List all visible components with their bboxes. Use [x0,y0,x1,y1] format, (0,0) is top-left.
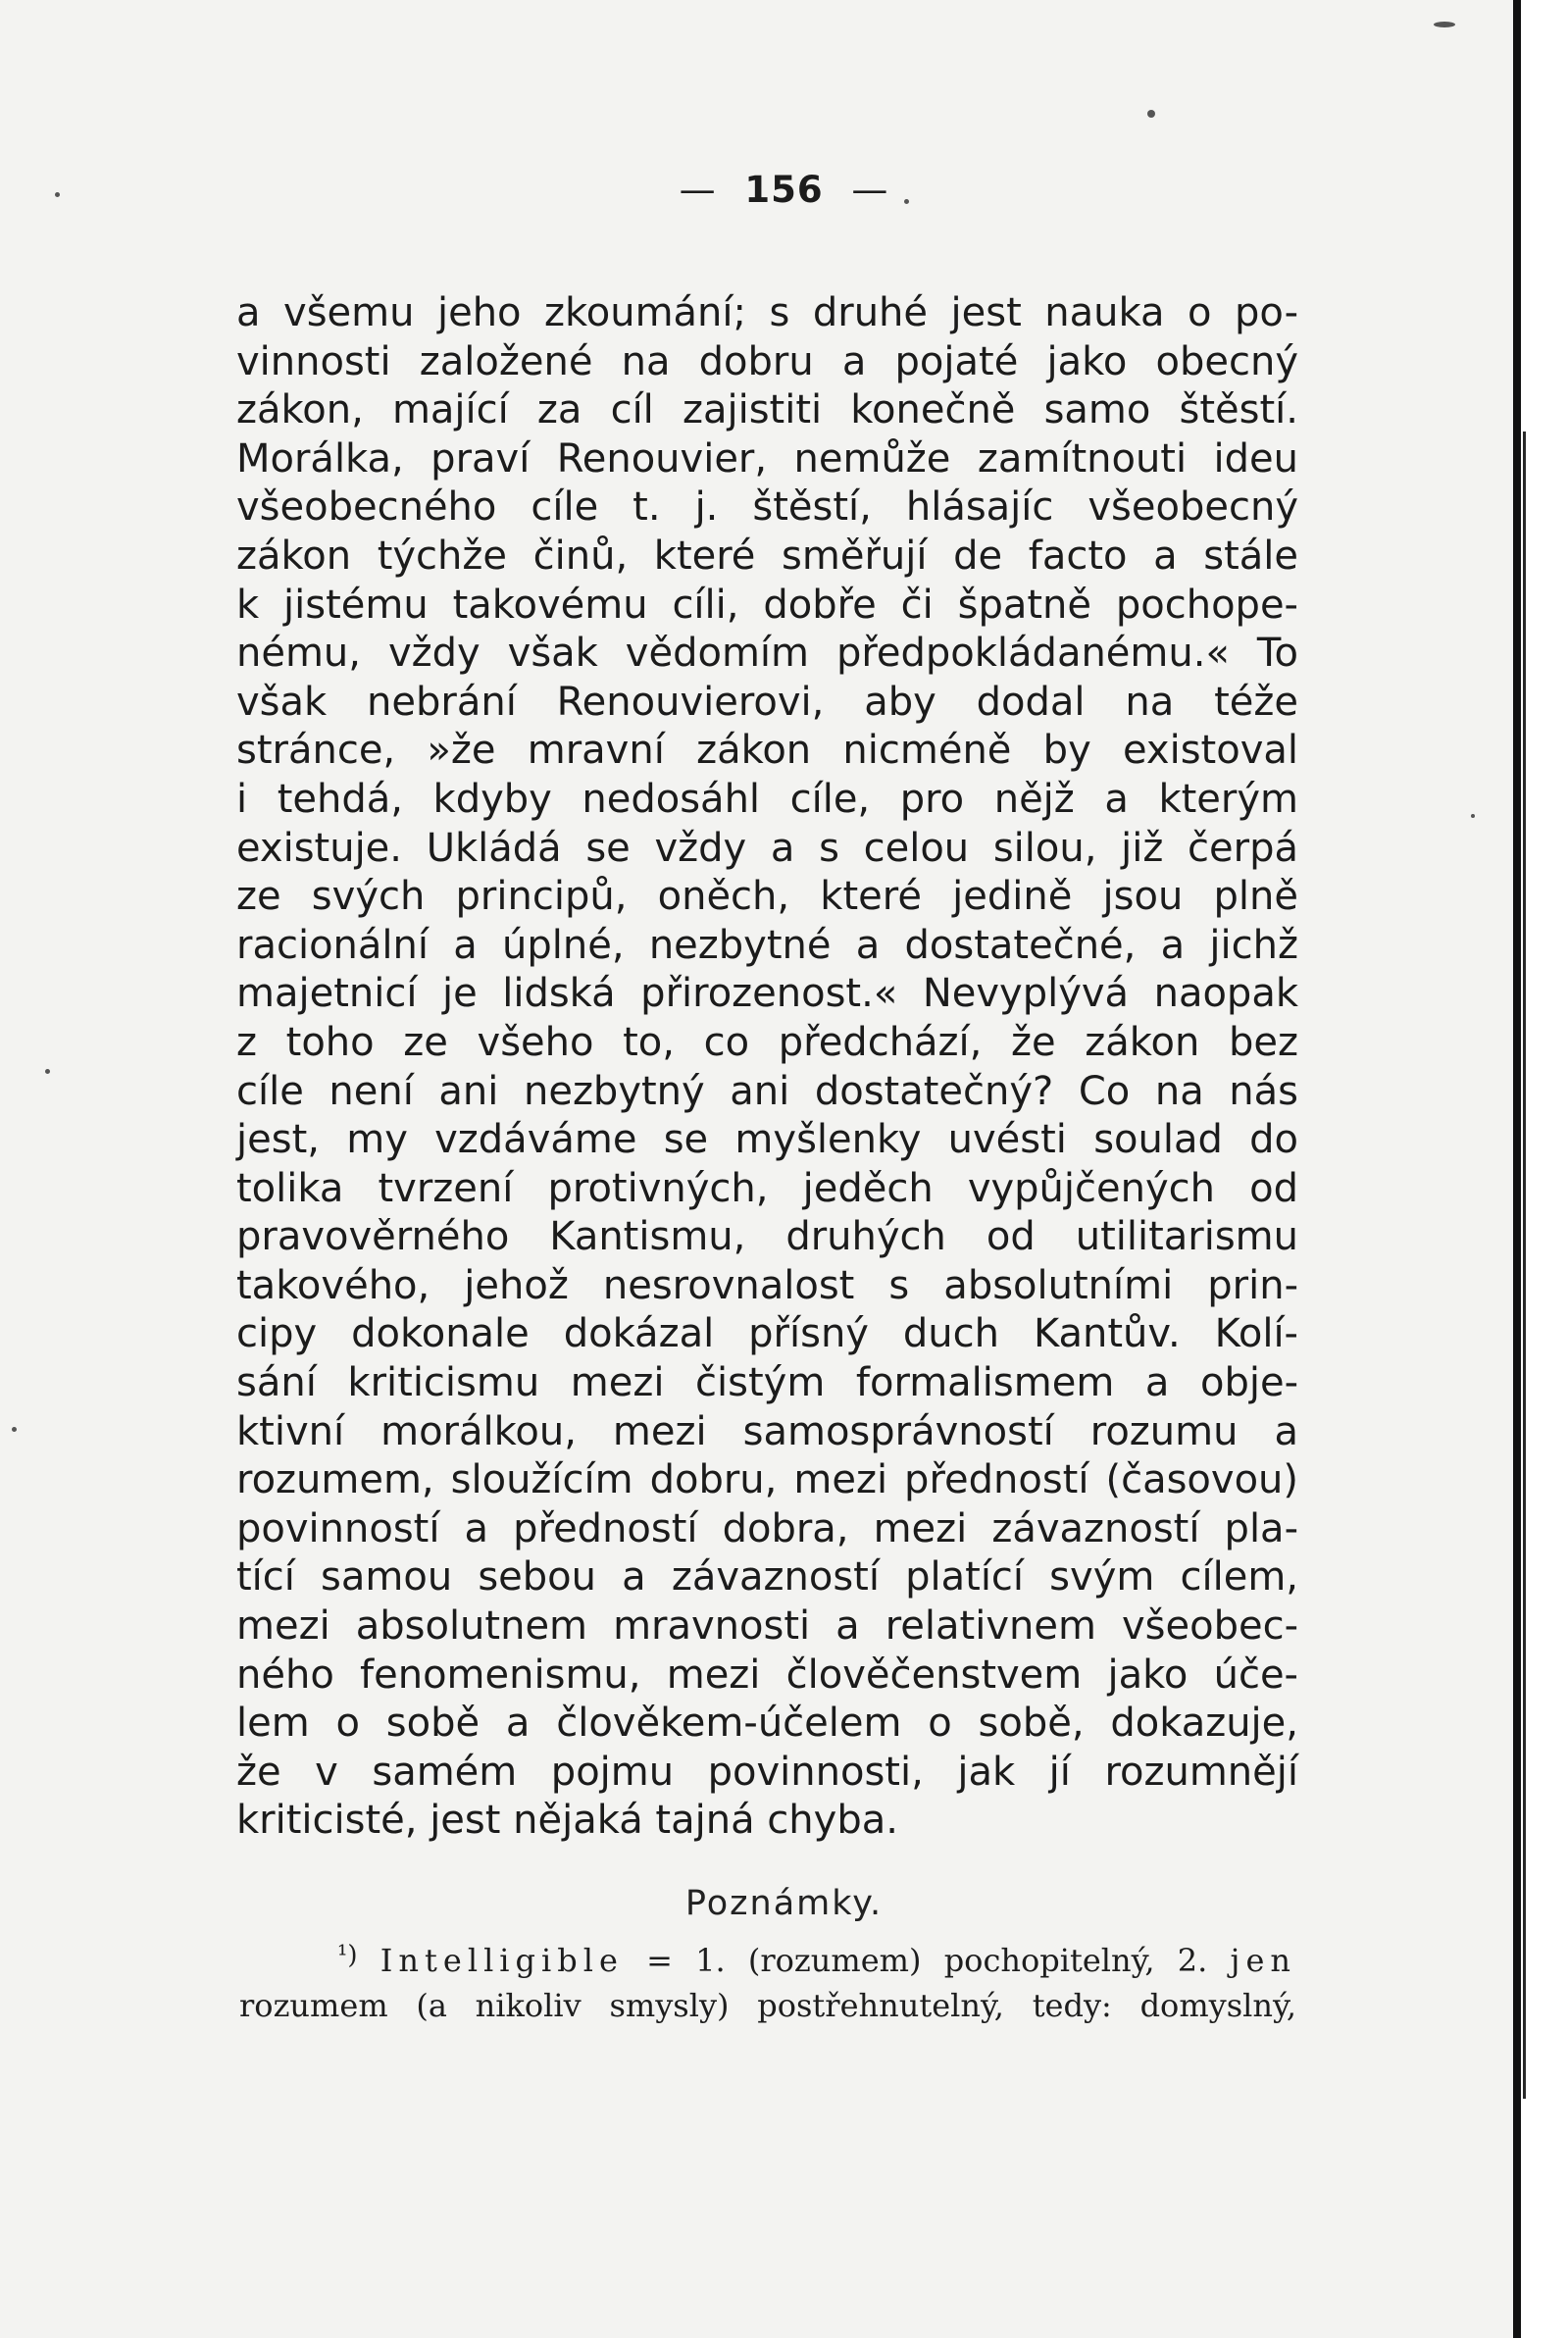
text-line: racionální a úplné, nezbytné a dostatečné, a jichž [236,922,1298,968]
text-line: k jistému takovému cíli, dobře či špatně pochope- [236,582,1298,628]
text-line: cipy dokonale dokázal přísný duch Kantův. Kolí- [236,1311,1298,1357]
text-line: majetnicí je lidská přirozenost.« Nevyplývá naopak [236,971,1298,1017]
binding-edge-line [1513,0,1521,2338]
page-header [0,169,1568,211]
text-line: nému, vždy však vědomím předpokládanému.« To [236,631,1298,677]
text-line: zákon, mající za cíl zajistiti konečně samo štěstí. [236,387,1298,433]
header-dash-left: — [679,169,717,211]
text-line: však nebrání Renouvierovi, aby dodal na téže [236,679,1298,725]
text-line: stránce, »že mravní zákon nicméně by existoval [236,728,1298,774]
text-line: a všemu jeho zkoumání; s druhé jest nauka o po- [236,290,1298,335]
footnotes [239,1938,1296,2028]
text-line: ktivní morálkou, mezi samosprávností rozumu a [236,1408,1298,1454]
text-line: tící samou sebou a závazností platící svým cílem, [236,1554,1298,1601]
text-line: Morálka, praví Renouvier, nemůže zamítnouti ideu [236,435,1298,482]
scan-speck [45,1069,50,1074]
scan-speck [55,192,60,197]
scan-speck [1434,22,1455,27]
footnote-emphasis: jen [1230,1942,1296,1979]
text-line: mezi absolutnem mravnosti a relativnem všeobec- [236,1603,1298,1650]
text-line: sání kriticismu mezi čistým formalismem a obje- [236,1360,1298,1406]
header-dash-right: — [851,169,889,211]
text-line: všeobecného cíle t. j. štěstí, hlásajíc všeobecný [236,484,1298,531]
scan-speck [904,199,909,204]
footnote-line [239,1938,1296,1983]
text-line: z toho ze všeho to, co předchází, že zákon bez [236,1019,1298,1065]
text-line: zákon týchže činů, které směřují de facto a stále [236,533,1298,579]
text-line: rozumem, sloužícím dobru, mezi předností (časovou) [236,1457,1298,1503]
footnote-term: Intelligible [379,1942,624,1979]
text-line: povinností a předností dobra, mezi závazností pla- [236,1505,1298,1551]
text-line: tolika tvrzení protivných, jeděch vypůjčených od [236,1165,1298,1211]
text-line: existuje. Ukládá se vždy a s celou silou, již čerpá [236,825,1298,871]
scan-speck [12,1427,17,1432]
binding-edge-shadow [1523,432,1526,2099]
text-line: cíle není ani nezbytný ani dostatečný? Co na nás [236,1068,1298,1114]
text-line: lem o sobě a člověkem-účelem o sobě, dokazuje, [236,1701,1298,1747]
scan-speck [1471,814,1475,818]
text-line: i tehdá, kdyby nedosáhl cíle, pro nějž a kterým [236,776,1298,822]
text-line: kriticisté, jest nějaká tajná chyba. [236,1798,898,1844]
footnote-marker: ¹) [337,1941,358,1970]
text-line: pravověrného Kantismu, druhých od utilitarismu [236,1214,1298,1260]
text-line: ného fenomenismu, mezi člověčenstvem jako úče- [236,1652,1298,1698]
text-line: že v samém pojmu povinnosti, jak jí rozumnějí [236,1749,1298,1795]
scan-speck [1147,110,1155,118]
footnote-line: rozumem (a nikoliv smysly) postřehnutelný, tedy: domyslný, [239,1987,1296,2024]
text-line: jest, my vzdáváme se myšlenky uvésti soulad do [236,1117,1298,1163]
page-number: 156 [744,169,824,211]
footnote-definition: = 1. (rozumem) pochopitelný, 2. [646,1942,1208,1979]
notes-heading: Poznámky. [684,1884,884,1923]
text-line: vinnosti založené na dobru a pojaté jako obecný [236,338,1298,384]
text-line: takového, jehož nesrovnalost s absolutními prin- [236,1262,1298,1308]
main-text [236,289,1298,1846]
text-line: ze svých principů, oněch, které jedině jsou plně [236,874,1298,920]
